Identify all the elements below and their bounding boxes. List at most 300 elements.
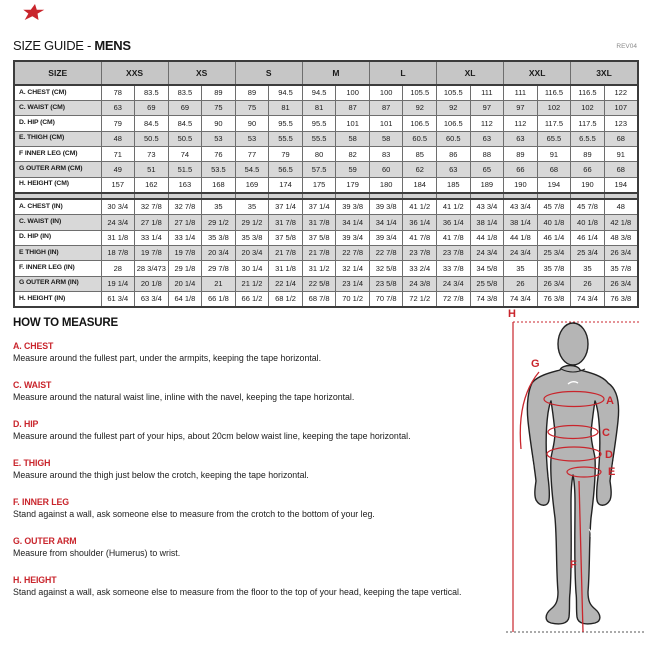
hip-label: D [605, 449, 613, 461]
table-row [14, 116, 638, 131]
table-cell: 23 5/8 [369, 276, 403, 291]
table-cell: 63 [437, 162, 471, 177]
table-cell: 26 [504, 276, 538, 291]
table-row [14, 199, 638, 214]
table-cell: 169 [235, 177, 269, 192]
table-cell: 189 [470, 177, 504, 192]
outer-arm-label: G [531, 358, 540, 370]
table-cell: 78 [101, 85, 135, 100]
table-cell: 80 [302, 147, 336, 162]
table-cell: 89 [235, 85, 269, 100]
table-cell: 60.5 [437, 131, 471, 146]
measure-item-heading: E. THIGH [13, 458, 51, 468]
table-cell: 24 3/4 [437, 276, 471, 291]
row-label: E. THIGH (CM) [14, 131, 101, 146]
table-cell: 25 3/4 [537, 245, 571, 260]
table-cell: 35 [504, 261, 538, 276]
table-cell: 97 [470, 100, 504, 115]
table-cell: 27 1/8 [168, 215, 202, 230]
table-cell: 105.5 [403, 85, 437, 100]
table-cell: 90 [202, 116, 236, 131]
row-label: C. WAIST (CM) [14, 100, 101, 115]
table-cell: 33 1/4 [168, 230, 202, 245]
table-cell: 44 1/8 [470, 230, 504, 245]
table-cell: 22 7/8 [336, 245, 370, 260]
table-cell: 55.5 [302, 131, 336, 146]
table-cell: 116.5 [537, 85, 571, 100]
table-row [14, 245, 638, 260]
table-cell: 60 [369, 162, 403, 177]
table-cell: 26 3/4 [537, 276, 571, 291]
column-header-xs: XS [168, 61, 235, 85]
table-cell: 79 [101, 116, 135, 131]
table-cell: 58 [336, 131, 370, 146]
table-cell: 30 3/4 [101, 199, 135, 214]
table-cell: 58 [369, 131, 403, 146]
table-cell: 194 [537, 177, 571, 192]
table-cell: 40 1/8 [571, 215, 605, 230]
table-cell: 102 [537, 100, 571, 115]
table-cell: 41 1/2 [403, 199, 437, 214]
inner-leg-label: F [570, 559, 577, 571]
table-cell: 22 5/8 [302, 276, 336, 291]
table-cell: 64 1/8 [168, 292, 202, 307]
table-cell: 95.5 [302, 116, 336, 131]
column-header-3xl: 3XL [571, 61, 638, 85]
page-title-prefix: SIZE GUIDE - [13, 38, 95, 53]
table-cell: 31 7/8 [302, 215, 336, 230]
table-cell: 66 [571, 162, 605, 177]
table-cell: 85 [403, 147, 437, 162]
row-label: G OUTER ARM (CM) [14, 162, 101, 177]
row-label: G OUTER ARM (IN) [14, 276, 101, 291]
table-row [14, 162, 638, 177]
table-cell: 41 7/8 [437, 230, 471, 245]
table-cell: 25 3/4 [571, 245, 605, 260]
table-cell: 26 3/4 [604, 245, 638, 260]
row-label: F INNER LEG (CM) [14, 147, 101, 162]
table-cell: 94.5 [269, 85, 303, 100]
table-row [14, 131, 638, 146]
table-cell: 26 [571, 276, 605, 291]
table-cell: 21 1/2 [235, 276, 269, 291]
column-header-xxl: XXL [504, 61, 571, 85]
table-cell: 163 [168, 177, 202, 192]
table-cell: 29 1/8 [168, 261, 202, 276]
table-cell: 69 [168, 100, 202, 115]
page-title [13, 38, 131, 53]
table-cell: 76 3/8 [537, 292, 571, 307]
table-row [14, 230, 638, 245]
table-cell: 39 3/4 [336, 230, 370, 245]
height-label: H [508, 308, 516, 320]
table-cell: 54.5 [235, 162, 269, 177]
table-cell: 75 [235, 100, 269, 115]
table-row [14, 100, 638, 115]
table-cell: 112 [470, 116, 504, 131]
measure-item-heading: D. HIP [13, 419, 39, 429]
table-cell: 24 3/8 [403, 276, 437, 291]
table-cell: 73 [135, 147, 169, 162]
table-row [14, 177, 638, 192]
measure-item [13, 341, 513, 363]
measure-item-heading: F. INNER LEG [13, 497, 69, 507]
table-cell: 66 [504, 162, 538, 177]
table-cell: 92 [403, 100, 437, 115]
measure-item [13, 536, 513, 558]
table-cell: 63 3/4 [135, 292, 169, 307]
table-cell: 84.5 [168, 116, 202, 131]
column-header-xl: XL [437, 61, 504, 85]
table-cell: 76 [202, 147, 236, 162]
table-cell: 83 [369, 147, 403, 162]
table-cell: 37 5/8 [269, 230, 303, 245]
table-cell: 74 3/8 [470, 292, 504, 307]
table-cell: 68 [604, 131, 638, 146]
table-cell: 83.5 [135, 85, 169, 100]
table-cell: 111 [504, 85, 538, 100]
table-cell: 50.5 [135, 131, 169, 146]
measure-item-text: Measure around the natural waist line, inline with the navel, keeping the tape horizontal. [13, 391, 355, 402]
table-cell: 190 [571, 177, 605, 192]
measure-item-text: Measure from shoulder (Humerus) to wrist. [13, 547, 181, 558]
table-cell: 66 1/2 [235, 292, 269, 307]
measure-item-heading: C. WAIST [13, 380, 52, 390]
table-cell: 29 7/8 [202, 261, 236, 276]
table-cell: 102 [571, 100, 605, 115]
table-cell: 24 3/4 [101, 215, 135, 230]
table-cell: 20 3/4 [235, 245, 269, 260]
table-cell: 48 [101, 131, 135, 146]
table-cell: 184 [403, 177, 437, 192]
table-cell: 57.5 [302, 162, 336, 177]
table-cell: 22 1/4 [269, 276, 303, 291]
table-cell: 38 1/4 [504, 215, 538, 230]
table-cell: 107 [604, 100, 638, 115]
table-cell: 117.5 [571, 116, 605, 131]
table-cell: 32 1/4 [336, 261, 370, 276]
table-cell: 76 3/8 [604, 292, 638, 307]
table-cell: 39 3/8 [369, 199, 403, 214]
table-cell: 49 [101, 162, 135, 177]
column-header-l: L [369, 61, 436, 85]
table-cell: 37 1/4 [269, 199, 303, 214]
table-cell: 100 [336, 85, 370, 100]
table-cell: 123 [604, 116, 638, 131]
table-cell: 88 [470, 147, 504, 162]
table-cell: 190 [504, 177, 538, 192]
table-cell: 63 [470, 131, 504, 146]
table-cell: 41 7/8 [403, 230, 437, 245]
measure-item-heading: A. CHEST [13, 341, 54, 351]
measure-item-text: Measure around the thigh just below the crotch, keeping the tape horizontal. [13, 469, 309, 480]
table-cell: 100 [369, 85, 403, 100]
table-row [14, 215, 638, 230]
table-cell: 174 [269, 177, 303, 192]
table-cell: 105.5 [437, 85, 471, 100]
table-cell: 35 7/8 [537, 261, 571, 276]
table-cell: 70 1/2 [336, 292, 370, 307]
table-cell: 33 2/4 [403, 261, 437, 276]
table-row [14, 147, 638, 162]
body-figure [498, 305, 650, 650]
table-cell: 24 3/4 [504, 245, 538, 260]
table-cell: 48 [604, 199, 638, 214]
row-label: D. HIP (IN) [14, 230, 101, 245]
table-cell: 87 [336, 100, 370, 115]
table-cell: 31 1/2 [302, 261, 336, 276]
table-cell: 27 1/8 [135, 215, 169, 230]
table-cell: 194 [604, 177, 638, 192]
table-cell: 53 [202, 131, 236, 146]
table-cell: 36 1/4 [437, 215, 471, 230]
table-cell: 20 3/4 [202, 245, 236, 260]
table-cell: 21 7/8 [269, 245, 303, 260]
table-cell: 6.5.5 [571, 131, 605, 146]
table-cell: 63 [504, 131, 538, 146]
table-row [14, 276, 638, 291]
measure-item-heading: H. HEIGHT [13, 575, 57, 585]
table-cell: 31 1/8 [269, 261, 303, 276]
table-cell: 36 1/4 [403, 215, 437, 230]
table-cell: 83.5 [168, 85, 202, 100]
table-cell: 101 [369, 116, 403, 131]
table-cell: 30 1/4 [235, 261, 269, 276]
table-cell: 81 [302, 100, 336, 115]
table-cell: 55.5 [269, 131, 303, 146]
table-cell: 20 1/8 [135, 276, 169, 291]
table-cell: 43 3/4 [470, 199, 504, 214]
row-label: A. CHEST (CM) [14, 85, 101, 100]
table-cell: 43 3/4 [504, 199, 538, 214]
table-cell: 90 [235, 116, 269, 131]
table-cell: 21 7/8 [302, 245, 336, 260]
table-cell: 82 [336, 147, 370, 162]
table-cell: 25 5/8 [470, 276, 504, 291]
table-header-row [14, 61, 638, 85]
table-cell: 35 [571, 261, 605, 276]
row-label: F. INNER LEG (IN) [14, 261, 101, 276]
table-cell: 68 [604, 162, 638, 177]
table-cell: 29 1/2 [202, 215, 236, 230]
table-cell: 91 [604, 147, 638, 162]
table-cell: 42 1/8 [604, 215, 638, 230]
table-cell: 106.5 [437, 116, 471, 131]
table-cell: 20 1/4 [168, 276, 202, 291]
table-cell: 70 7/8 [369, 292, 403, 307]
measure-item [13, 575, 513, 597]
page-title-bold: MENS [94, 38, 131, 53]
measure-item-heading: G. OUTER ARM [13, 536, 77, 546]
size-table [13, 60, 639, 308]
table-cell: 31 1/8 [101, 230, 135, 245]
table-cell: 175 [302, 177, 336, 192]
table-cell: 92 [437, 100, 471, 115]
table-cell: 33 7/8 [437, 261, 471, 276]
table-cell: 35 [202, 199, 236, 214]
table-cell: 23 1/4 [336, 276, 370, 291]
table-cell: 19 1/4 [101, 276, 135, 291]
table-cell: 35 3/8 [235, 230, 269, 245]
row-label: D. HIP (CM) [14, 116, 101, 131]
table-cell: 112 [504, 116, 538, 131]
table-cell: 34 1/4 [336, 215, 370, 230]
table-cell: 35 3/8 [202, 230, 236, 245]
table-cell: 68 1/2 [269, 292, 303, 307]
table-cell: 19 7/8 [168, 245, 202, 260]
table-cell: 122 [604, 85, 638, 100]
table-cell: 71 [101, 147, 135, 162]
table-cell: 51.5 [168, 162, 202, 177]
table-cell: 35 7/8 [604, 261, 638, 276]
table-cell: 28 3/473 [135, 261, 169, 276]
measure-item [13, 380, 513, 402]
table-cell: 53.5 [202, 162, 236, 177]
row-label: H. HEIGHT (IN) [14, 292, 101, 307]
table-cell: 22 7/8 [369, 245, 403, 260]
table-cell: 72 7/8 [437, 292, 471, 307]
column-header-xxs: XXS [101, 61, 168, 85]
table-cell: 79 [269, 147, 303, 162]
row-label: E THIGH (IN) [14, 245, 101, 260]
table-cell: 180 [369, 177, 403, 192]
table-cell: 28 [101, 261, 135, 276]
table-cell: 72 1/2 [403, 292, 437, 307]
table-cell: 48 3/8 [604, 230, 638, 245]
table-cell: 89 [571, 147, 605, 162]
table-cell: 185 [437, 177, 471, 192]
table-cell: 45 7/8 [571, 199, 605, 214]
table-cell: 21 [202, 276, 236, 291]
row-label: H. HEIGHT (CM) [14, 177, 101, 192]
brand-star-icon [20, 4, 47, 27]
measure-item-text: Stand against a wall, ask someone else to measure from the floor to the top of your head, keeping the tape vertical. [13, 586, 462, 597]
table-cell: 37 1/4 [302, 199, 336, 214]
chest-label: A [606, 395, 614, 407]
table-cell: 34 5/8 [470, 261, 504, 276]
table-cell: 74 [168, 147, 202, 162]
table-row [14, 85, 638, 100]
table-cell: 111 [470, 85, 504, 100]
table-cell: 23 7/8 [403, 245, 437, 260]
table-cell: 18 7/8 [101, 245, 135, 260]
table-cell: 66 1/8 [202, 292, 236, 307]
column-header-m: M [302, 61, 369, 85]
table-cell: 35 [235, 199, 269, 214]
table-cell: 63 [101, 100, 135, 115]
row-label: A. CHEST (IN) [14, 199, 101, 214]
table-cell: 81 [269, 100, 303, 115]
table-cell: 32 7/8 [135, 199, 169, 214]
table-cell: 41 1/2 [437, 199, 471, 214]
table-cell: 24 3/4 [470, 245, 504, 260]
table-cell: 86 [437, 147, 471, 162]
table-cell: 61 3/4 [101, 292, 135, 307]
thigh-label: E [608, 466, 616, 478]
body-silhouette [527, 323, 618, 624]
table-cell: 65 [470, 162, 504, 177]
how-to-measure-list [13, 341, 513, 597]
column-header-size: SIZE [14, 61, 101, 85]
table-cell: 101 [336, 116, 370, 131]
measure-item-text: Measure around the fullest part of your hips, about 20cm below waist line, keeping the tape horizontal. [13, 430, 411, 441]
table-cell: 106.5 [403, 116, 437, 131]
table-cell: 45 7/8 [537, 199, 571, 214]
table-cell: 51 [135, 162, 169, 177]
column-header-s: S [235, 61, 302, 85]
table-cell: 68 7/8 [302, 292, 336, 307]
table-cell: 89 [504, 147, 538, 162]
table-cell: 116.5 [571, 85, 605, 100]
table-cell: 39 3/4 [369, 230, 403, 245]
table-row [14, 261, 638, 276]
table-cell: 89 [202, 85, 236, 100]
table-cell: 75 [202, 100, 236, 115]
table-cell: 95.5 [269, 116, 303, 131]
table-cell: 168 [202, 177, 236, 192]
table-cell: 19 7/8 [135, 245, 169, 260]
table-cell: 157 [101, 177, 135, 192]
table-cell: 56.5 [269, 162, 303, 177]
table-cell: 179 [336, 177, 370, 192]
table-cell: 69 [135, 100, 169, 115]
measure-item-text: Measure around the fullest part, under the armpits, keeping the tape horizontal. [13, 352, 322, 363]
measure-item [13, 419, 513, 441]
table-cell: 91 [537, 147, 571, 162]
table-cell: 40 1/8 [537, 215, 571, 230]
table-cell: 50.5 [168, 131, 202, 146]
table-cell: 68 [537, 162, 571, 177]
table-cell: 117.5 [537, 116, 571, 131]
table-cell: 53 [235, 131, 269, 146]
table-cell: 94.5 [302, 85, 336, 100]
table-cell: 74 3/4 [571, 292, 605, 307]
table-cell: 34 1/4 [369, 215, 403, 230]
table-cell: 33 1/4 [135, 230, 169, 245]
table-cell: 46 1/4 [571, 230, 605, 245]
revision-label: REV04 [616, 43, 637, 50]
table-cell: 46 1/4 [537, 230, 571, 245]
table-cell: 162 [135, 177, 169, 192]
table-cell: 59 [336, 162, 370, 177]
how-to-measure-section [13, 317, 513, 614]
row-label: C. WAIST (IN) [14, 215, 101, 230]
table-cell: 32 5/8 [369, 261, 403, 276]
table-cell: 31 7/8 [269, 215, 303, 230]
measure-item [13, 497, 513, 519]
measure-item [13, 458, 513, 480]
waist-label: C [602, 427, 610, 439]
table-cell: 97 [504, 100, 538, 115]
table-cell: 38 1/4 [470, 215, 504, 230]
table-cell: 87 [369, 100, 403, 115]
table-cell: 32 7/8 [168, 199, 202, 214]
how-to-measure-title: HOW TO MEASURE [13, 317, 118, 329]
measure-item-text: Stand against a wall, ask someone else to measure from the crotch to the bottom of your leg. [13, 508, 375, 519]
table-cell: 23 7/8 [437, 245, 471, 260]
table-cell: 84.5 [135, 116, 169, 131]
table-cell: 39 3/8 [336, 199, 370, 214]
table-cell: 62 [403, 162, 437, 177]
table-cell: 60.5 [403, 131, 437, 146]
table-cell: 65.5 [537, 131, 571, 146]
table-cell: 29 1/2 [235, 215, 269, 230]
table-cell: 74 3/4 [504, 292, 538, 307]
table-cell: 37 5/8 [302, 230, 336, 245]
table-cell: 26 3/4 [604, 276, 638, 291]
table-cell: 77 [235, 147, 269, 162]
table-cell: 44 1/8 [504, 230, 538, 245]
